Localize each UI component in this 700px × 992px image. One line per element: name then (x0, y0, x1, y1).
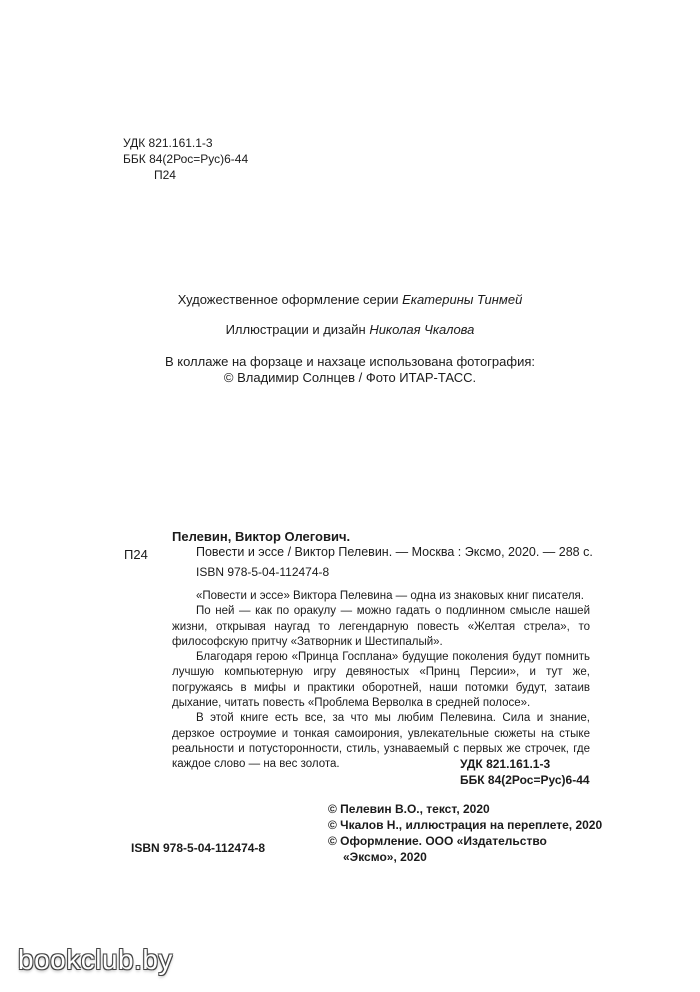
design-credit (0, 292, 700, 307)
bbk-code-top: ББК 84(2Рос=Рус)6-44 (123, 152, 249, 166)
copyright-line2: © Чкалов Н., иллюстрация на переплете, 2020 (328, 818, 603, 832)
annotation-paragraph: По ней — как по оракулу — можно гадать о подлинном смысле нашей жизни, открывая наугад то легендарную повесть «Желтая стрела», то философскую притчу «Затворник и Шестипалый». (172, 605, 590, 648)
annotation-paragraph: «Повести и эссе» Виктора Пелевина — одна из знаковых книг писателя. (196, 590, 584, 602)
catalog-title-line: Повести и эссе / Виктор Пелевин. — Москва : Эксмо, 2020. — 288 с. (196, 545, 593, 559)
catalog-annotation (172, 589, 590, 773)
copyright-line1: © Пелевин В.О., текст, 2020 (328, 802, 490, 816)
annotation-paragraph: Благодаря герою «Принца Госплана» будущие поколения будут помнить лучшую компьютерную игру девяностых «Принц Персии», и тут же, погружаясь в мифы и практики оборотней, наши потомки будут, затаив дыхание, читать повесть «Проблема Верволка в средней полосе». (172, 651, 590, 710)
copyright-line4: «Эксмо», 2020 (343, 850, 427, 864)
illustration-credit (0, 322, 700, 337)
photo-credit-line1: В коллаже на форзаце и нахзаце использована фотография: (165, 354, 535, 369)
photo-credit-line2: © Владимир Солнцев / Фото ИТАР-ТАСС. (223, 370, 477, 385)
illustration-credit-prefix: Иллюстрации и дизайн (225, 322, 370, 337)
illustration-credit-name: Николая Чкалова (369, 322, 475, 337)
design-credit-prefix: Художественное оформление серии (177, 292, 403, 307)
bbk-code-bottom: ББК 84(2Рос=Рус)6-44 (460, 773, 590, 787)
annotation-paragraph: В этой книге есть все, за что мы любим Пелевина. Сила и знание, дерзкое остроумие и тонкая самоирония, увлекательные сюжеты на стыке реальности и потусторонности, стиль, узнаваемый с первых же строчек, где каждое слово — на вес золота. (172, 712, 590, 771)
udk-code-bottom: УДК 821.161.1-3 (460, 757, 551, 771)
catalog-author-mark: П24 (124, 547, 148, 562)
copyright-line3: © Оформление. ООО «Издательство (328, 834, 547, 848)
watermark-logo: bookclub.by (18, 944, 173, 975)
udk-code-top: УДК 821.161.1-3 (123, 136, 213, 150)
author-mark-top: П24 (154, 168, 176, 182)
catalog-isbn: ISBN 978-5-04-112474-8 (196, 565, 330, 579)
design-credit-name: Екатерины Тинмей (402, 292, 523, 307)
catalog-author: Пелевин, Виктор Олегович. (172, 529, 351, 544)
copyright-isbn: ISBN 978-5-04-112474-8 (131, 841, 266, 855)
